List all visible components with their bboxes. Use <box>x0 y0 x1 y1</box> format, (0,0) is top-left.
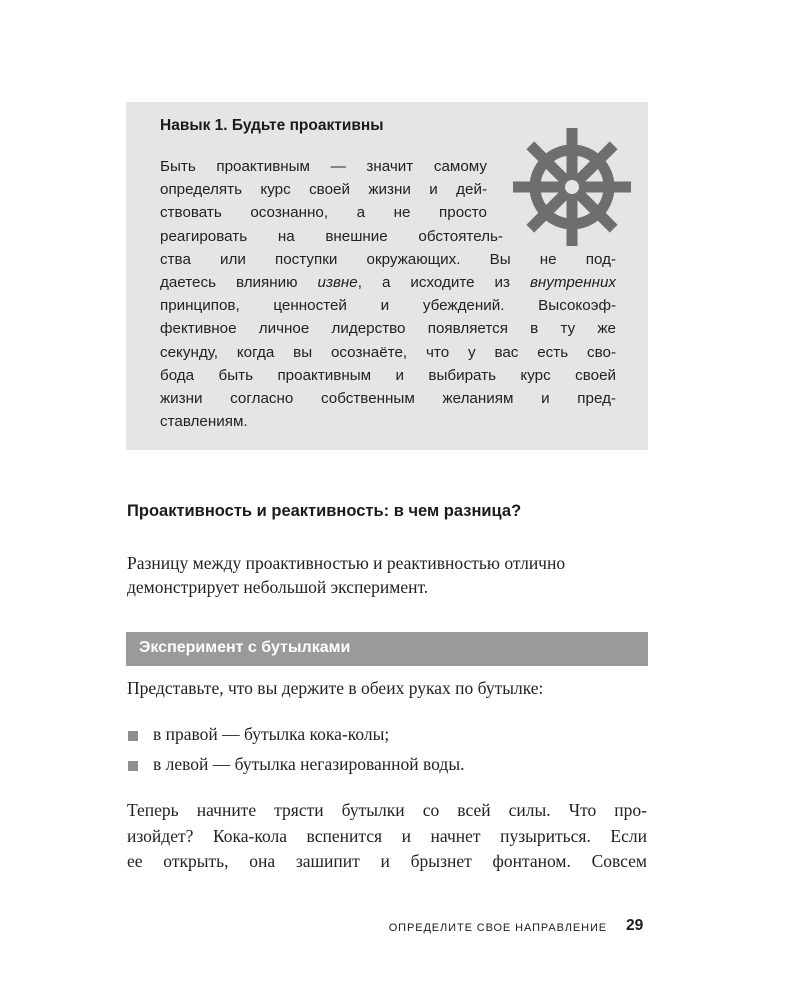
page-number: 29 <box>626 917 644 934</box>
text-line: ее открыть, она зашипит и брызнет фонтаном. Совсем <box>127 851 647 871</box>
text-line: жизни согласно собственным желаниям и пред- <box>160 390 616 408</box>
text-line: даетесь влиянию извне, а исходите из внутренних <box>160 274 616 292</box>
text-line: ставлениям. <box>160 413 248 431</box>
experiment-header-bar <box>126 632 648 666</box>
text-line: Разницу между проактивностью и реактивностью отлично <box>127 553 566 573</box>
text-line: секунду, когда вы осознаёте, что у вас есть сво- <box>160 343 616 361</box>
emphasis: внутренних <box>529 274 616 292</box>
section-heading: Проактивность и реактивность: в чем разница? <box>127 502 522 520</box>
text-line: изойдет? Кока-кола вспенится и начнет пузыриться. Если <box>127 825 647 846</box>
text-line: ствовать осознанно, а не просто <box>160 204 487 222</box>
list-item: в левой — бутылка негазированной воды. <box>127 754 464 784</box>
experiment-title: Эксперимент с бутылками <box>139 639 351 656</box>
running-title: ОПРЕДЕЛИТЕ СВОЕ НАПРАВЛЕНИЕ <box>388 922 607 934</box>
text-line: Теперь начните трясти бутылки со всей силы. Что про- <box>127 800 647 820</box>
text-line: принципов, ценностей и убеждений. Высокоэф- <box>160 297 616 315</box>
skill-body-text <box>160 155 616 433</box>
bullet-square-icon <box>128 761 138 771</box>
text-line: определять курс своей жизни и дей- <box>160 181 487 199</box>
shake-paragraph <box>127 798 647 875</box>
skill-title: Навык 1. Будьте проактивны <box>160 117 384 134</box>
text-line: бода быть проактивным и выбирать курс своей <box>160 366 616 384</box>
text-line: Быть проактивным — значит самому <box>160 158 487 175</box>
text-line: ства или поступки окружающих. Вы не под- <box>160 250 616 268</box>
bottle-list <box>127 724 464 784</box>
text-line: фективное личное лидерство появляется в ту же <box>160 320 616 338</box>
emphasis: извне <box>317 274 358 292</box>
text-line: реагировать на внешние обстоятель- <box>160 227 503 245</box>
imagine-paragraph: Представьте, что вы держите в обеих руках по бутылке: <box>127 678 544 698</box>
list-item: в правой — бутылка кока-колы; <box>127 724 464 754</box>
text-line: демонстрирует небольшой эксперимент. <box>127 577 429 597</box>
intro-paragraph <box>127 551 565 599</box>
bullet-square-icon <box>128 731 138 741</box>
skill-callout-box <box>126 102 648 450</box>
